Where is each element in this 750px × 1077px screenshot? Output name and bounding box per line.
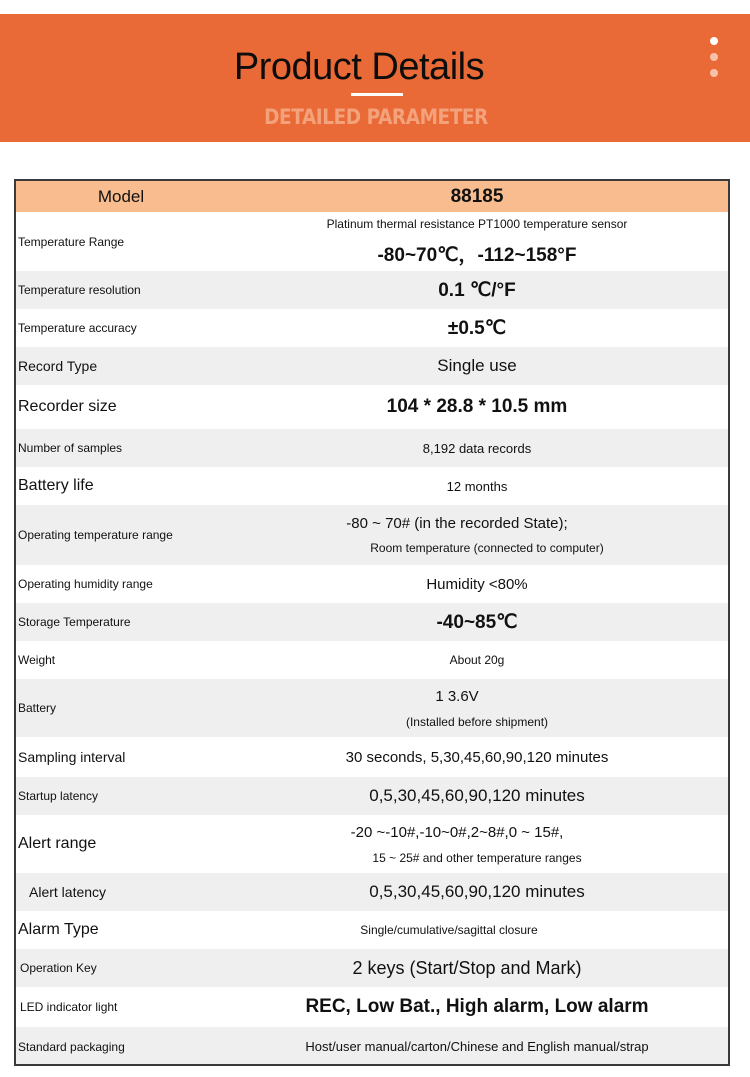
- table-row: [16, 911, 728, 949]
- row-value: 0,5,30,45,60,90,120 minutes: [369, 882, 585, 901]
- row-label: Temperature Range: [18, 234, 125, 249]
- row-value-line2: 15 ~ 25# and other temperature ranges: [372, 850, 582, 865]
- table-row: [16, 565, 728, 603]
- table-header-row: [16, 181, 728, 212]
- row-label: Startup latency: [18, 789, 99, 803]
- table-row: [16, 815, 728, 873]
- table-row: [16, 385, 728, 429]
- header-banner: [0, 14, 750, 142]
- table-row: [16, 987, 728, 1027]
- row-label: Number of samples: [18, 441, 123, 455]
- row-label: Recorder size: [18, 398, 117, 415]
- model-label: Model: [97, 186, 145, 206]
- row-label: Operating temperature range: [18, 528, 173, 542]
- table-row: [16, 309, 728, 347]
- row-label: Temperature accuracy: [18, 321, 137, 335]
- row-value-line1: 1 3.6V: [435, 687, 479, 705]
- row-value: Humidity <80%: [426, 575, 528, 593]
- table-row: [16, 679, 728, 737]
- row-value: ±0.5℃: [447, 317, 507, 339]
- table-row: [16, 949, 728, 987]
- table-row: [16, 603, 728, 641]
- row-value: 2 keys (Start/Stop and Mark): [352, 957, 582, 978]
- table-row: [16, 467, 728, 505]
- row-label: Operating humidity range: [18, 577, 153, 591]
- row-value-line2: Room temperature (connected to computer): [370, 541, 604, 555]
- row-value-line2: (Installed before shipment): [405, 714, 549, 729]
- row-label: Temperature resolution: [18, 283, 141, 297]
- row-value: About 20g: [449, 653, 505, 667]
- table-row: [16, 347, 728, 385]
- row-label: Sampling interval: [18, 749, 126, 765]
- row-label: Alert range: [18, 835, 97, 852]
- row-label: LED indicator light: [20, 1000, 118, 1014]
- page-subtitle: DETAILED PARAMETER: [264, 105, 488, 129]
- row-label: Alarm Type: [18, 921, 99, 938]
- row-label: Standard packaging: [18, 1039, 125, 1054]
- more-dots-icon: [710, 37, 720, 85]
- row-value-line1: -20 ~-10#,-10~0#,2~8#,0 ~ 15#,: [350, 823, 564, 841]
- model-value: 88185: [450, 185, 504, 207]
- row-label: Operation Key: [20, 961, 97, 975]
- row-label: Record Type: [18, 358, 98, 374]
- row-value-line1: Platinum thermal resistance PT1000 temperature sensor: [326, 216, 628, 231]
- row-label: Battery life: [18, 477, 94, 494]
- row-value-line2: -80~70℃，-112~158°F: [377, 244, 577, 266]
- table-row: [16, 873, 728, 911]
- table-row: [16, 429, 728, 467]
- table-row: [16, 1027, 728, 1066]
- row-label: Storage Temperature: [18, 615, 131, 629]
- row-value: Single/cumulative/sagittal closure: [360, 923, 538, 937]
- row-value: 0.1 ℃/°F: [438, 279, 516, 301]
- row-value: 8,192 data records: [422, 440, 532, 456]
- row-value: 0,5,30,45,60,90,120 minutes: [369, 786, 585, 805]
- row-value: Host/user manual/carton/Chinese and English manual/strap: [305, 1039, 649, 1054]
- table-row: [16, 271, 728, 309]
- table-row: [16, 737, 728, 777]
- table-row: [16, 777, 728, 815]
- table-row: [16, 212, 728, 271]
- table-row: [16, 505, 728, 565]
- row-value: 104 * 28.8 * 10.5 mm: [386, 396, 568, 417]
- row-label: Alert latency: [29, 884, 107, 900]
- row-value: 12 months: [446, 478, 508, 494]
- title-divider: [351, 93, 403, 96]
- row-value: -40~85℃: [436, 611, 518, 633]
- row-label: Weight: [18, 653, 56, 667]
- row-value: 30 seconds, 5,30,45,60,90,120 minutes: [345, 748, 609, 766]
- row-label: Battery: [18, 701, 57, 715]
- row-value-line1: -80 ~ 70# (in the recorded State);: [346, 515, 568, 532]
- row-value: Single use: [437, 356, 517, 375]
- row-value: REC, Low Bat., High alarm, Low alarm: [305, 996, 649, 1017]
- page-title: Product Details: [233, 46, 485, 88]
- table-row: [16, 641, 728, 679]
- spec-table: [14, 179, 730, 1066]
